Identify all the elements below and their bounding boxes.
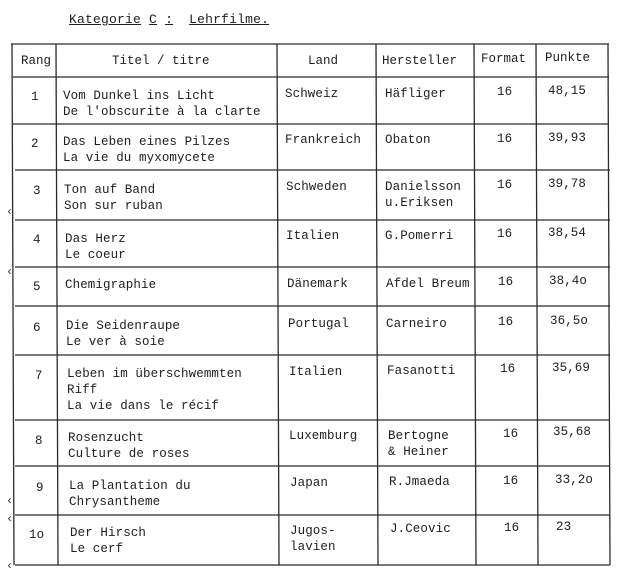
row-points: 33,2o <box>555 473 594 487</box>
row-title-fr: De l'obscurite à la clarte <box>63 105 261 119</box>
row-producer-extra: u.Eriksen <box>385 196 454 210</box>
margin-mark: ‹ <box>6 512 14 526</box>
row-title-fr: La vie du myxomycete <box>63 151 216 165</box>
row-rank: 4 <box>33 233 41 247</box>
row-format: 16 <box>498 315 514 329</box>
column-header-rank: Rang <box>21 54 52 68</box>
row-format: 16 <box>497 178 513 192</box>
row-points: 39,78 <box>548 177 587 191</box>
row-producer: Carneiro <box>386 317 447 331</box>
row-format: 16 <box>497 132 513 146</box>
column-header-producer: Hersteller <box>382 54 458 68</box>
row-producer: Obaton <box>385 133 431 147</box>
row-producer: R.Jmaeda <box>389 475 450 489</box>
row-producer: Danielsson <box>385 180 462 194</box>
row-producer: Fasanotti <box>387 364 456 378</box>
heading-title: Lehrfilme. <box>189 12 270 27</box>
row-producer: J.Ceovic <box>390 522 451 536</box>
row-title-fr: Le coeur <box>65 248 126 262</box>
row-producer: Häfliger <box>385 87 446 101</box>
heading-separator: : <box>165 12 174 27</box>
row-rank: 9 <box>36 481 44 495</box>
row-country: Luxemburg <box>289 429 358 443</box>
row-title-de: Der Hirsch <box>70 526 147 540</box>
row-rank: 8 <box>35 434 43 448</box>
row-rank: 6 <box>33 321 41 335</box>
row-title-fr: Le ver à soie <box>66 335 165 349</box>
row-country: Jugos- <box>290 524 336 538</box>
row-title-de: Das Leben eines Pilzes <box>63 135 231 149</box>
row-title-de: Leben im überschwemmten <box>67 367 242 381</box>
row-title-de: Rosenzucht <box>68 431 145 445</box>
row-country: Italien <box>286 229 340 243</box>
margin-mark: ‹ <box>6 494 14 508</box>
column-header-format: Format <box>481 52 527 66</box>
row-format: 16 <box>497 227 513 241</box>
row-format: 16 <box>503 474 519 488</box>
row-rank: 5 <box>33 280 41 294</box>
row-title-de: Die Seidenraupe <box>66 319 181 333</box>
row-points: 23 <box>556 520 572 534</box>
row-points: 38,54 <box>548 226 587 240</box>
row-producer: G.Pomerri <box>385 229 454 243</box>
row-producer: Afdel Breum <box>386 277 470 291</box>
row-country: Frankreich <box>285 133 362 147</box>
row-country: Italien <box>289 365 343 379</box>
row-format: 16 <box>504 521 520 535</box>
row-rank: 2 <box>31 137 39 151</box>
row-format: 16 <box>503 427 519 441</box>
row-format: 16 <box>500 362 516 376</box>
row-title-fr: Son sur ruban <box>64 199 163 213</box>
row-title-de: La Plantation du <box>69 479 191 493</box>
row-points: 38,4o <box>549 274 588 288</box>
row-country: Japan <box>290 476 329 490</box>
row-title-extra: La vie dans le récif <box>67 399 220 413</box>
row-points: 35,68 <box>553 425 592 439</box>
row-title-de: Vom Dunkel ins Licht <box>63 89 216 103</box>
row-title-fr: Culture de roses <box>68 447 190 461</box>
row-title-fr: Riff <box>67 383 98 397</box>
row-title-de: Ton auf Band <box>64 183 156 197</box>
row-title-de: Das Herz <box>65 232 126 246</box>
row-country: Dänemark <box>287 277 348 291</box>
row-country: Portugal <box>288 317 349 331</box>
row-points: 35,69 <box>552 361 591 375</box>
row-title-de: Chemigraphie <box>65 278 157 292</box>
row-format: 16 <box>497 85 513 99</box>
row-country: Schweiz <box>285 87 339 101</box>
margin-mark: ‹ <box>6 205 14 219</box>
row-rank: 7 <box>35 369 43 383</box>
row-producer: Bertogne <box>388 429 449 443</box>
column-header-country: Land <box>308 54 339 68</box>
margin-mark: ‹ <box>6 559 14 573</box>
row-format: 16 <box>498 275 514 289</box>
column-header-points: Punkte <box>545 51 591 65</box>
row-title-fr: Le cerf <box>70 542 124 556</box>
column-header-title: Titel / titre <box>112 54 210 68</box>
row-points: 39,93 <box>548 131 587 145</box>
row-country: Schweden <box>286 180 347 194</box>
row-rank: 3 <box>33 184 41 198</box>
row-rank: 1o <box>29 528 45 542</box>
row-title-fr: Chrysantheme <box>69 495 161 509</box>
row-points: 36,5o <box>550 314 589 328</box>
heading-prefix: Kategorie <box>69 12 142 27</box>
row-points: 48,15 <box>548 84 587 98</box>
heading-code: C <box>149 12 158 27</box>
row-rank: 1 <box>31 90 39 104</box>
margin-mark: ‹ <box>6 265 14 279</box>
row-producer-extra: & Heiner <box>388 445 449 459</box>
row-country-extra: lavien <box>290 540 336 554</box>
